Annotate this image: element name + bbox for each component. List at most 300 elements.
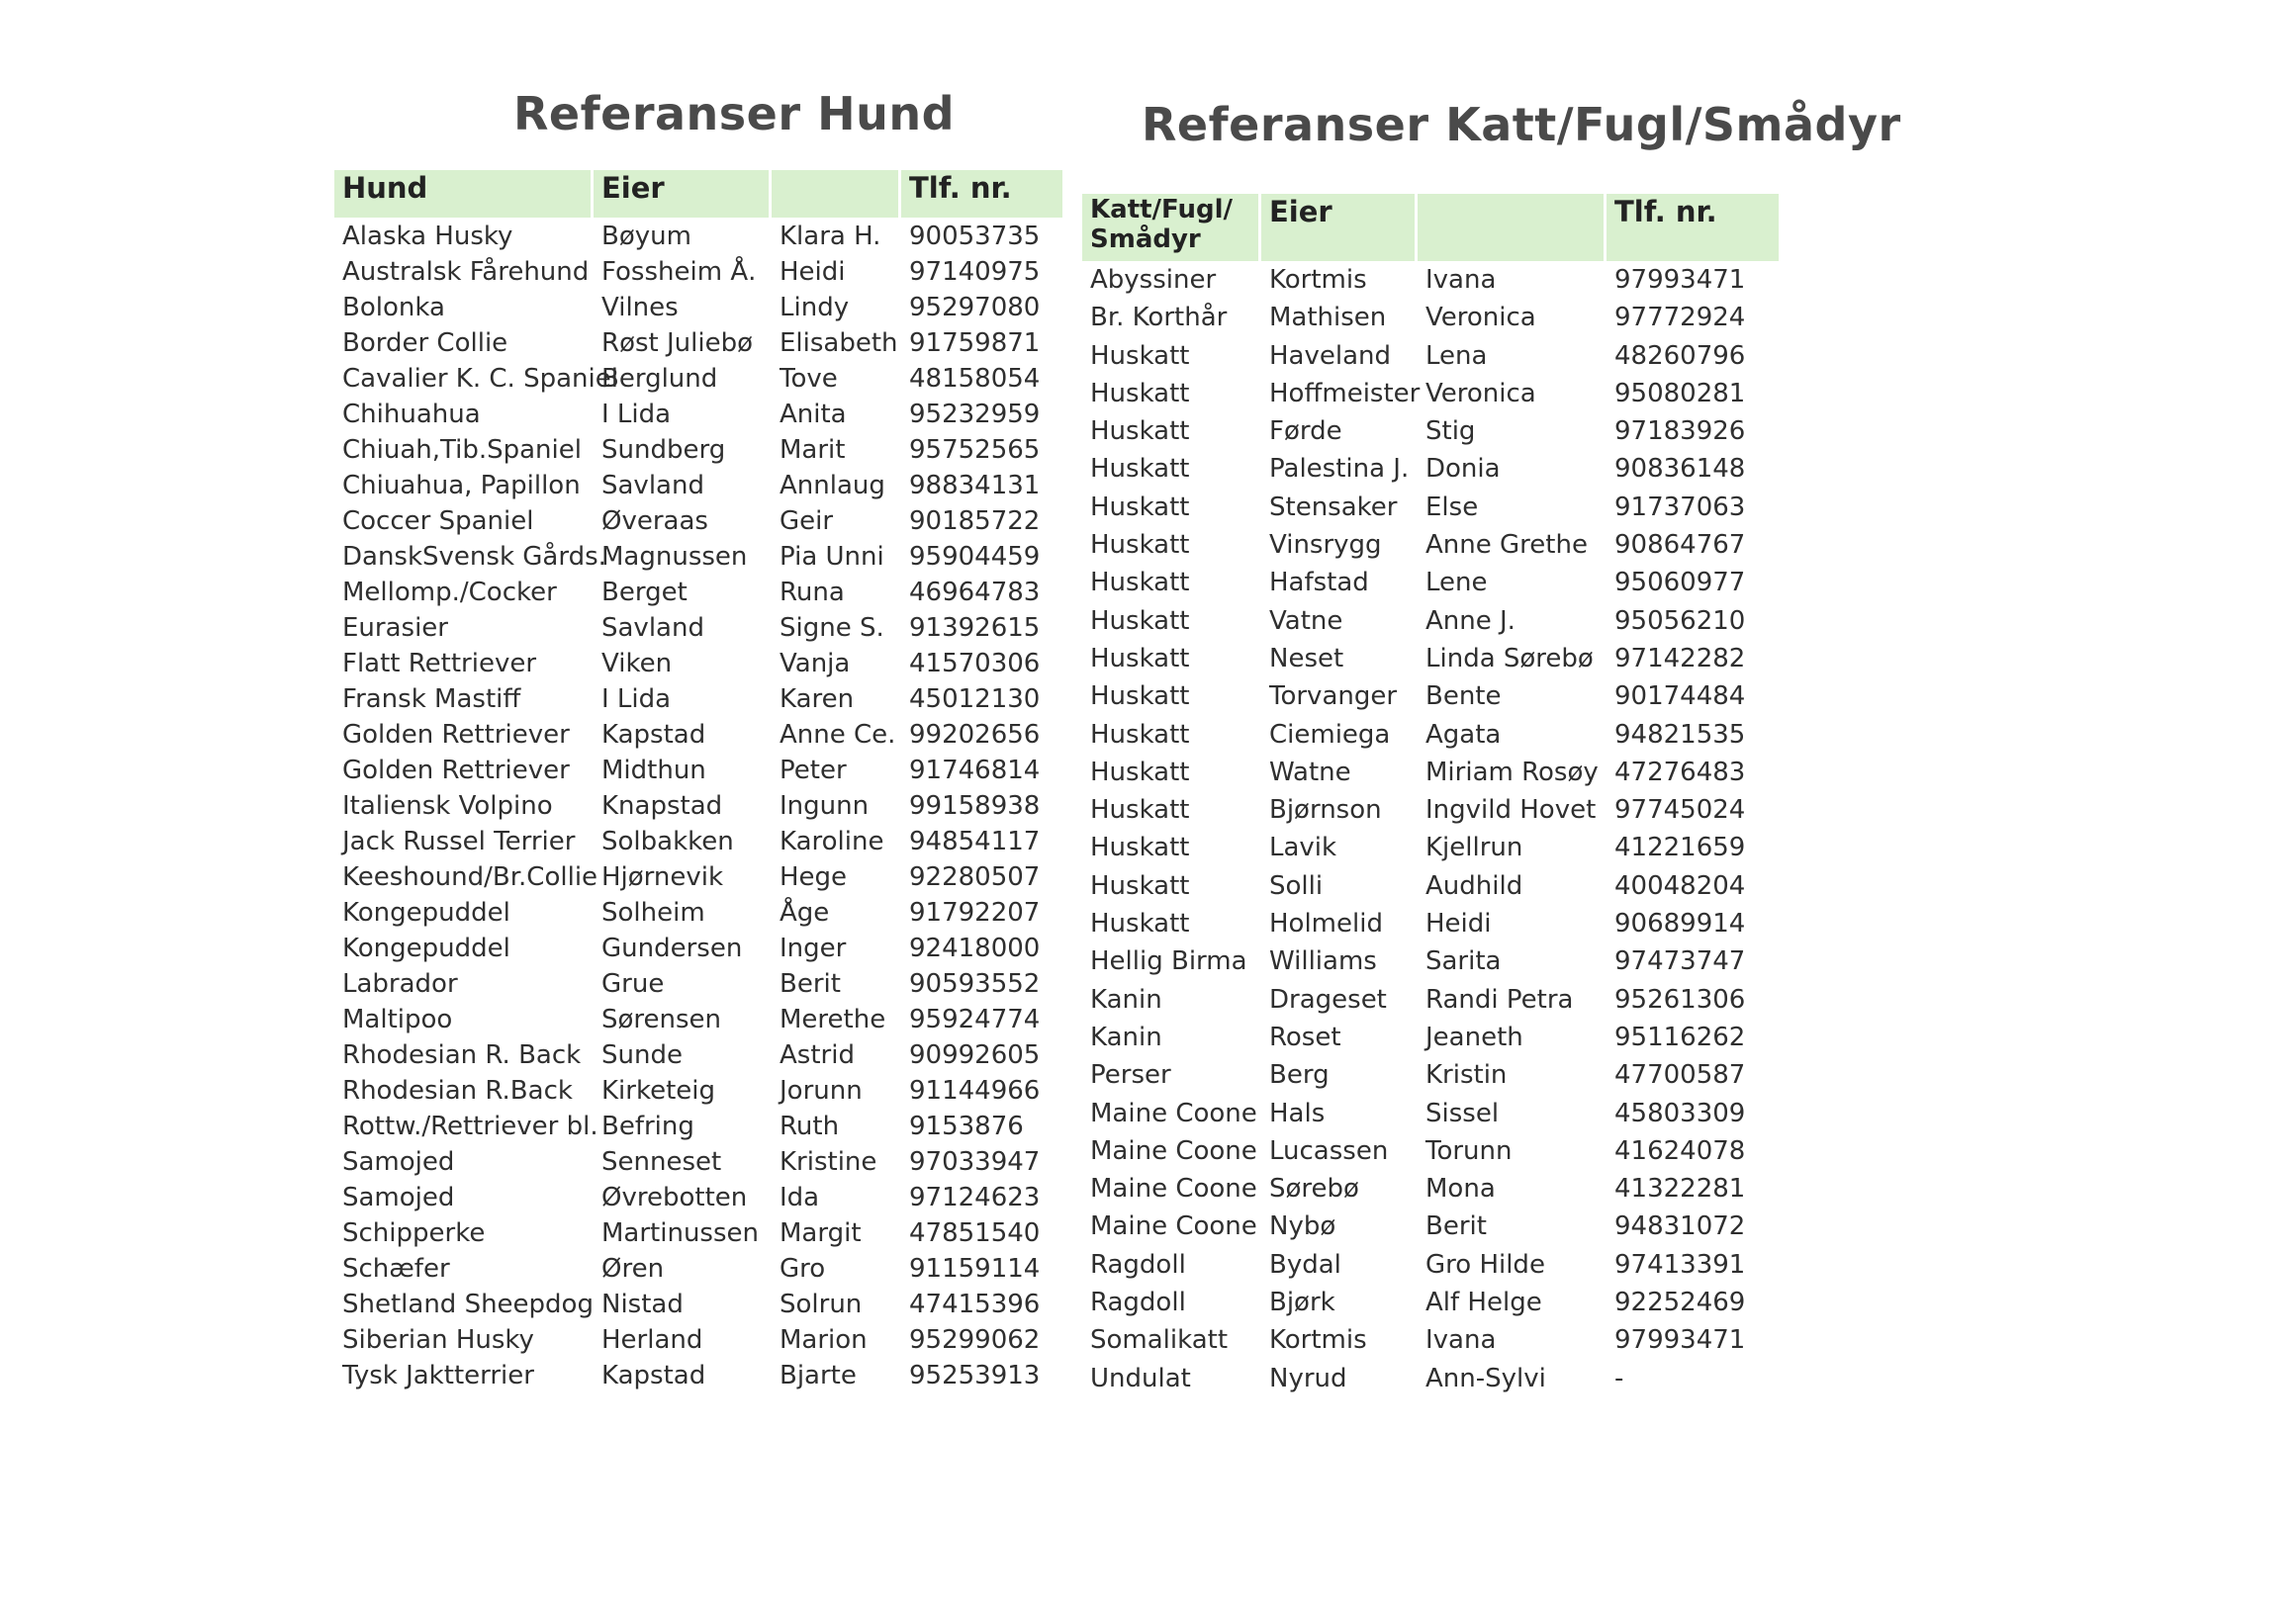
cell-firstname: Solrun [780,1290,863,1319]
cell-owner: Vinsrygg [1269,530,1382,561]
table-row [1082,341,1779,379]
cell-firstname: Elisabeth [780,328,898,358]
cell-phone: 47415396 [909,1290,1041,1319]
cell-phone: 47851540 [909,1218,1041,1248]
cell-firstname: Lena [1425,340,1488,371]
table-row [334,400,1062,435]
cell-firstname: Tove [780,364,838,394]
cell-owner: Solbakken [601,827,734,856]
cell-phone: 97745024 [1614,795,1746,826]
cell-phone: 90185722 [909,506,1041,536]
cell-animal: Italiensk Volpino [342,791,553,821]
cell-animal: Tysk Jaktterrier [342,1361,534,1390]
cell-phone: 46964783 [909,578,1041,607]
cell-animal: Alaska Husky [342,222,513,251]
cell-animal: Maine Coone [1090,1135,1257,1166]
cell-phone: 95253913 [909,1361,1041,1390]
cell-animal: Undulat [1090,1363,1191,1393]
cell-phone: 90836148 [1614,454,1746,485]
cell-firstname: Audhild [1425,870,1523,901]
table-row [334,827,1062,862]
cell-owner: Drageset [1269,984,1387,1015]
cell-firstname: Berit [1425,1211,1487,1242]
cell-phone: 97413391 [1614,1249,1746,1280]
table-row [1082,1364,1779,1401]
table-row [334,649,1062,684]
cell-animal: Golden Rettriever [342,720,570,750]
cropped-row-fragment [338,1392,1021,1402]
cell-owner: Bydal [1269,1249,1341,1280]
table-row [1082,871,1779,909]
cell-phone: 91759871 [909,328,1041,358]
cell-firstname: Ingvild Hovet [1425,795,1597,826]
cell-owner: Ciemiega [1269,719,1391,750]
cell-firstname: Sarita [1425,946,1502,977]
cell-animal: Siberian Husky [342,1325,534,1355]
cell-animal: Huskatt [1090,757,1190,787]
cell-owner: Savland [601,471,704,500]
cell-owner: Vatne [1269,605,1343,636]
cell-animal: Kanin [1090,984,1162,1015]
cell-phone: 95297080 [909,293,1041,322]
cell-owner: Roset [1269,1022,1341,1052]
cell-owner: Øvrebotten [601,1183,748,1212]
cell-firstname: Ida [780,1183,820,1212]
cell-owner: Haveland [1269,340,1392,371]
cell-phone: 41624078 [1614,1135,1746,1166]
cell-phone: 95924774 [909,1005,1041,1034]
cell-animal: Kongepuddel [342,934,510,963]
table-row [1082,795,1779,833]
cell-phone: 95752565 [909,435,1041,465]
table-row [1082,1099,1779,1136]
table-row [1082,303,1779,340]
table-row [1082,1250,1779,1288]
cell-animal: Huskatt [1090,870,1190,901]
cell-firstname: Anne Ce. [780,720,896,750]
cell-animal: Labrador [342,969,458,999]
table-row [334,720,1062,756]
cell-owner: Holmelid [1269,909,1383,940]
cell-firstname: Lindy [780,293,850,322]
table-row [334,1040,1062,1076]
cat-references-title: Referanser Katt/Fugl/Smådyr [1142,98,1901,151]
cell-firstname: Torunn [1425,1135,1513,1166]
cell-animal: Huskatt [1090,492,1190,522]
cell-owner: Kapstad [601,1361,706,1390]
cell-owner: Berg [1269,1060,1330,1091]
table-row [334,1076,1062,1112]
cell-phone: 94831072 [1614,1211,1746,1242]
cell-firstname: Donia [1425,454,1501,485]
table-row [334,293,1062,328]
cell-firstname: Alf Helge [1425,1288,1542,1318]
cell-firstname: Jorunn [780,1076,863,1106]
table-row [334,1290,1062,1325]
cell-firstname: Klara H. [780,222,881,251]
cell-animal: Huskatt [1090,416,1190,447]
cell-owner: Midthun [601,756,706,785]
column-header-animal: Katt/Fugl/ Smådyr [1082,194,1261,261]
cell-owner: Bjørk [1269,1288,1335,1318]
cell-owner: I Lida [601,400,672,429]
cell-phone: 97124623 [909,1183,1041,1212]
cell-firstname: Veronica [1425,378,1536,408]
cell-owner: Stensaker [1269,492,1398,522]
cell-phone: 90689914 [1614,909,1746,940]
cell-animal: Huskatt [1090,795,1190,826]
table-row [1082,681,1779,719]
table-row [1082,833,1779,870]
cell-phone: 97142282 [1614,643,1746,673]
cell-animal: Rottw./Rettriever bl. [342,1112,598,1141]
cell-phone: 45803309 [1614,1098,1746,1128]
table-row [1082,1023,1779,1060]
cell-firstname: Annlaug [780,471,885,500]
table-row [1082,946,1779,984]
cell-animal: Chiuah,Tib.Spaniel [342,435,582,465]
cell-owner: Øren [601,1254,665,1284]
cell-owner: Røst Juliebø [601,328,753,358]
table-row [334,1147,1062,1183]
cell-firstname: Sissel [1425,1098,1500,1128]
table-row [334,471,1062,506]
table-row [334,578,1062,613]
table-row [1082,644,1779,681]
cell-phone: 91792207 [909,898,1041,928]
cell-firstname: Anne Grethe [1425,530,1588,561]
cell-animal: Huskatt [1090,909,1190,940]
cell-owner: Knapstad [601,791,723,821]
cell-phone: 45012130 [909,684,1041,714]
table-row [1082,530,1779,568]
cell-firstname: Signe S. [780,613,884,643]
cell-owner: Magnussen [601,542,748,572]
table-row [334,1325,1062,1361]
cell-owner: Lucassen [1269,1135,1389,1166]
column-header-firstname [1418,194,1607,261]
cell-phone: 90992605 [909,1040,1041,1070]
cell-phone: 99158938 [909,791,1041,821]
cell-phone: 94821535 [1614,719,1746,750]
cell-animal: Samojed [342,1183,455,1212]
cell-animal: Jack Russel Terrier [342,827,576,856]
cell-phone: 95080281 [1614,378,1746,408]
cell-phone: 91737063 [1614,492,1746,522]
cell-firstname: Anne J. [1425,605,1515,636]
cell-animal: Maine Coone [1090,1098,1257,1128]
cell-owner: Kapstad [601,720,706,750]
table-row [334,364,1062,400]
cell-animal: Huskatt [1090,605,1190,636]
cell-firstname: Pia Unni [780,542,884,572]
cell-phone: - [1614,1363,1624,1393]
table-row [334,542,1062,578]
cell-firstname: Berit [780,969,841,999]
table-row [334,613,1062,649]
cell-phone: 41570306 [909,649,1041,678]
cell-phone: 97993471 [1614,265,1746,295]
table-row [1082,265,1779,303]
cell-owner: I Lida [601,684,672,714]
cell-firstname: Vanja [780,649,851,678]
cell-animal: Eurasier [342,613,448,643]
cell-phone: 90864767 [1614,530,1746,561]
cell-animal: Coccer Spaniel [342,506,534,536]
cell-animal: Huskatt [1090,378,1190,408]
table-row [1082,379,1779,416]
cell-phone: 47700587 [1614,1060,1746,1091]
cell-animal: Rhodesian R.Back [342,1076,573,1106]
cell-firstname: Geir [780,506,834,536]
cell-animal: Ragdoll [1090,1288,1186,1318]
cell-owner: Sørensen [601,1005,722,1034]
cell-owner: Vilnes [601,293,679,322]
cell-animal: Kanin [1090,1022,1162,1052]
table-row [334,1361,1062,1396]
cell-firstname: Mona [1425,1174,1496,1205]
cell-owner: Lavik [1269,833,1337,863]
cell-firstname: Hege [780,862,848,892]
cell-phone: 97140975 [909,257,1041,287]
column-header-breed: Hund [334,170,594,218]
cell-phone: 99202656 [909,720,1041,750]
cell-phone: 97993471 [1614,1325,1746,1356]
cell-animal: Huskatt [1090,340,1190,371]
cell-owner: Kortmis [1269,265,1367,295]
cell-firstname: Stig [1425,416,1476,447]
cell-owner: Hals [1269,1098,1326,1128]
cell-owner: Hafstad [1269,568,1369,598]
cell-owner: Sørebø [1269,1174,1359,1205]
cell-animal: Huskatt [1090,719,1190,750]
cell-animal: Rhodesian R. Back [342,1040,582,1070]
cell-owner: Sunde [601,1040,683,1070]
cell-firstname: Marion [780,1325,868,1355]
cell-animal: Cavalier K. C. Spaniel [342,364,618,394]
table-row [334,791,1062,827]
cell-phone: 92252469 [1614,1288,1746,1318]
cell-firstname: Åge [780,898,830,928]
cell-animal: Border Collie [342,328,508,358]
cell-owner: Kirketeig [601,1076,716,1106]
cell-owner: Watne [1269,757,1351,787]
column-header-phone: Tlf. nr. [909,171,1012,205]
column-header-phone: Tlf. nr. [1614,195,1717,228]
cell-phone: 95299062 [909,1325,1041,1355]
cell-owner: Sundberg [601,435,726,465]
cell-firstname: Inger [780,934,847,963]
table-row [334,257,1062,293]
cell-phone: 95116262 [1614,1022,1746,1052]
cell-animal: Maine Coone [1090,1211,1257,1242]
cell-owner: Williams [1269,946,1377,977]
cell-phone: 97772924 [1614,303,1746,333]
cell-animal: Chiuahua, Papillon [342,471,581,500]
table-row [334,934,1062,969]
cell-phone: 91159114 [909,1254,1041,1284]
cell-firstname: Bente [1425,681,1502,712]
cell-animal: Abyssiner [1090,265,1217,295]
column-header-owner: Eier [1261,194,1418,261]
cell-firstname: Karoline [780,827,884,856]
column-header-owner: Eier [594,170,772,218]
cell-owner: Hoffmeister [1269,378,1421,408]
cell-firstname: Kristin [1425,1060,1508,1091]
table-row [334,898,1062,934]
dog-references-title: Referanser Hund [513,87,956,140]
cell-firstname: Kjellrun [1425,833,1523,863]
cell-firstname: Gro Hilde [1425,1249,1545,1280]
table-row [334,756,1062,791]
table-row [334,1183,1062,1218]
table-row [334,506,1062,542]
cell-animal: Shetland Sheepdog [342,1290,594,1319]
table-row [1082,985,1779,1023]
cell-animal: Fransk Mastiff [342,684,521,714]
cell-phone: 95056210 [1614,605,1746,636]
cell-phone: 97033947 [909,1147,1041,1177]
table-row [1082,1060,1779,1098]
cell-firstname: Ingunn [780,791,870,821]
table-row [1082,1288,1779,1325]
cell-animal: Flatt Rettriever [342,649,537,678]
cell-owner: Berglund [601,364,718,394]
cell-firstname: Heidi [780,257,846,287]
table-row [1082,909,1779,946]
cell-firstname: Karen [780,684,855,714]
cell-animal: Australsk Fårehund [342,257,590,287]
cell-owner: Befring [601,1112,694,1141]
cell-firstname: Anita [780,400,847,429]
table-row [1082,416,1779,454]
cell-animal: Hellig Birma [1090,946,1247,977]
cell-owner: Viken [601,649,673,678]
cell-firstname: Agata [1425,719,1502,750]
cell-firstname: Randi Petra [1425,984,1574,1015]
cell-owner: Fossheim Å. [601,257,757,287]
cell-firstname: Marit [780,435,846,465]
cell-phone: 91144966 [909,1076,1041,1106]
table-row [334,1254,1062,1290]
cell-firstname: Heidi [1425,909,1492,940]
cell-phone: 41221659 [1614,833,1746,863]
cell-phone: 91392615 [909,613,1041,643]
table-body [1082,265,1779,1401]
cell-owner: Palestina J. [1269,454,1410,485]
cell-phone: 97473747 [1614,946,1746,977]
table-row [1082,454,1779,492]
cell-firstname: Ann-Sylvi [1425,1363,1546,1393]
table-header [334,170,1062,218]
cell-phone: 90053735 [909,222,1041,251]
cell-firstname: Ivana [1425,265,1497,295]
cell-owner: Neset [1269,643,1344,673]
cell-firstname: Peter [780,756,847,785]
cell-animal: Br. Korthår [1090,303,1228,333]
cell-owner: Hjørnevik [601,862,724,892]
table-row [1082,1325,1779,1363]
table-row [334,684,1062,720]
cell-firstname: Gro [780,1254,826,1284]
cell-firstname: Runa [780,578,845,607]
cell-animal: Huskatt [1090,643,1190,673]
cell-animal: Huskatt [1090,681,1190,712]
table-row [1082,606,1779,644]
cell-phone: 48260796 [1614,340,1746,371]
table-row [1082,1174,1779,1211]
cell-phone: 47276483 [1614,757,1746,787]
cell-phone: 90593552 [909,969,1041,999]
cell-animal: Huskatt [1090,454,1190,485]
cell-phone: 98834131 [909,471,1041,500]
cell-owner: Kortmis [1269,1325,1367,1356]
cell-owner: Solli [1269,870,1324,901]
cell-owner: Nyrud [1269,1363,1347,1393]
cell-animal: Maine Coone [1090,1174,1257,1205]
table-body [334,222,1062,1396]
column-header-firstname [772,170,901,218]
cell-animal: Somalikatt [1090,1325,1229,1356]
cell-phone: 97183926 [1614,416,1746,447]
cell-phone: 9153876 [909,1112,1024,1141]
table-row [334,969,1062,1005]
cell-owner: Torvanger [1269,681,1398,712]
cell-firstname: Ruth [780,1112,840,1141]
cell-animal: Bolonka [342,293,445,322]
cell-animal: Schipperke [342,1218,486,1248]
cell-animal: Keeshound/Br.Collie [342,862,598,892]
cell-firstname: Ivana [1425,1325,1497,1356]
cell-animal: Ragdoll [1090,1249,1186,1280]
cell-phone: 90174484 [1614,681,1746,712]
table-row [1082,758,1779,795]
cell-animal: Huskatt [1090,568,1190,598]
cell-owner: Grue [601,969,665,999]
cell-animal: DanskSvensk Gårds. [342,542,606,572]
cell-animal: Kongepuddel [342,898,510,928]
cell-animal: Perser [1090,1060,1171,1091]
table-row [1082,1211,1779,1249]
cell-owner: Førde [1269,416,1342,447]
table-row [334,328,1062,364]
table-header [1082,194,1779,261]
cell-firstname: Miriam Rosøy [1425,757,1599,787]
cell-phone: 95904459 [909,542,1041,572]
cell-phone: 95060977 [1614,568,1746,598]
cell-owner: Herland [601,1325,703,1355]
cell-phone: 95232959 [909,400,1041,429]
table-row [334,435,1062,471]
cell-animal: Chihuahua [342,400,481,429]
table-row [1082,720,1779,758]
cell-animal: Huskatt [1090,833,1190,863]
cell-owner: Berget [601,578,688,607]
cell-firstname: Margit [780,1218,862,1248]
cell-firstname: Astrid [780,1040,855,1070]
cell-owner: Gundersen [601,934,743,963]
cell-owner: Nistad [601,1290,684,1319]
cell-owner: Solheim [601,898,705,928]
table-row [334,1005,1062,1040]
cell-firstname: Kristine [780,1147,877,1177]
table-row [1082,493,1779,530]
cell-firstname: Merethe [780,1005,886,1034]
table-row [334,862,1062,898]
cell-owner: Mathisen [1269,303,1387,333]
cell-firstname: Veronica [1425,303,1536,333]
cell-phone: 92280507 [909,862,1041,892]
